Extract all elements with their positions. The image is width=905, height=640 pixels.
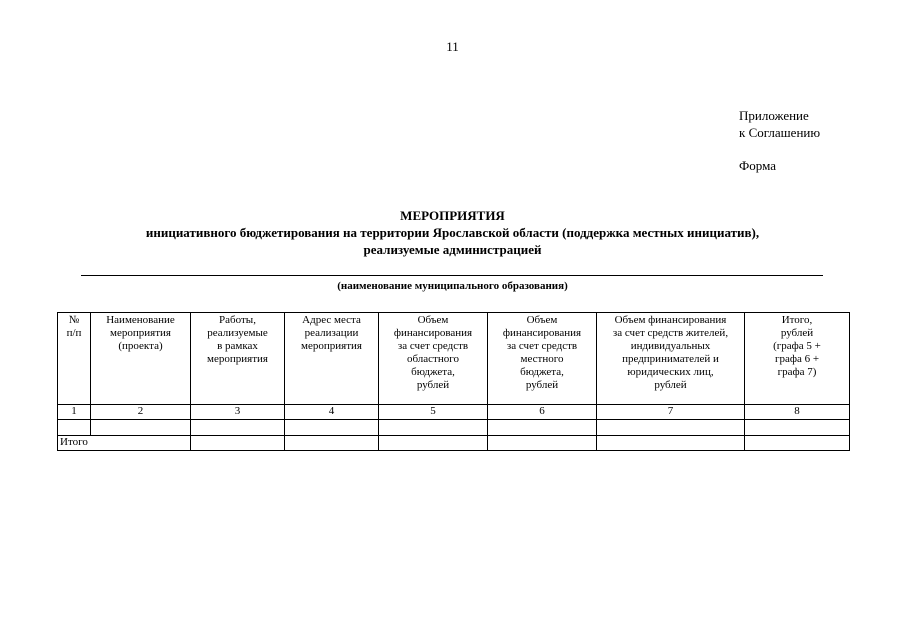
column-header-line: за счет средств жителей,	[612, 327, 729, 339]
municipality-underline	[81, 275, 823, 276]
column-header-line: (графа 5 +	[773, 340, 821, 352]
column-header-line: Объем	[526, 314, 558, 326]
table-cell	[379, 436, 488, 451]
column-header-line: мероприятия	[301, 340, 362, 352]
column-header	[191, 313, 285, 405]
column-header	[285, 313, 379, 405]
table-cell	[191, 420, 285, 436]
column-header	[597, 313, 745, 405]
column-header	[745, 313, 850, 405]
table-cell	[191, 436, 285, 451]
column-header-line: юридических лиц,	[627, 366, 714, 378]
column-header-line: бюджета,	[520, 366, 564, 378]
column-number: 1	[58, 405, 91, 420]
column-header-line: финансирования	[502, 327, 582, 339]
column-header-line: Наименование	[106, 314, 175, 326]
column-header-line: в рамках	[217, 340, 258, 352]
column-number: 5	[379, 405, 488, 420]
table-cell	[597, 420, 745, 436]
column-header	[91, 313, 191, 405]
column-number-row	[58, 405, 850, 420]
appendix-note	[739, 107, 820, 141]
column-header-line: реализации	[304, 327, 359, 339]
column-header-line: графа 7)	[777, 366, 817, 378]
column-header-line: индивидуальных	[630, 340, 711, 352]
column-header-line: финансирования	[393, 327, 473, 339]
column-header-line: (проекта)	[118, 340, 163, 352]
document-title	[0, 207, 905, 258]
table-cell	[379, 420, 488, 436]
column-header-line: бюджета,	[411, 366, 455, 378]
column-header-line: Объем финансирования	[614, 314, 727, 326]
column-header-line: Итого,	[781, 314, 813, 326]
table-cell	[488, 436, 597, 451]
column-number: 6	[488, 405, 597, 420]
column-header	[58, 313, 91, 405]
column-header-line: реализуемые	[207, 327, 268, 339]
municipality-caption: (наименование муниципального образования)	[337, 280, 568, 292]
column-header-line: графа 6 +	[774, 353, 820, 365]
column-number: 4	[285, 405, 379, 420]
column-header-line: Адрес места	[302, 314, 361, 326]
table-cell	[488, 420, 597, 436]
column-header	[379, 313, 488, 405]
table-cell	[285, 420, 379, 436]
column-header-line: мероприятия	[110, 327, 171, 339]
table-header-row	[58, 313, 850, 405]
column-header-line: областного	[406, 353, 459, 365]
appendix-line-2: к Соглашению	[739, 125, 821, 140]
total-row	[58, 436, 850, 451]
form-label: Форма	[739, 158, 776, 173]
column-header-line: мероприятия	[207, 353, 268, 365]
title-line-1: МЕРОПРИЯТИЯ	[400, 208, 505, 223]
column-header-line: п/п	[66, 327, 82, 339]
column-header-line: за счет средств	[506, 340, 578, 352]
column-number: 8	[745, 405, 850, 420]
table-cell	[58, 420, 91, 436]
total-label: Итого	[58, 436, 191, 451]
appendix-line-1: Приложение	[739, 108, 809, 123]
activities-table	[57, 312, 850, 451]
table-row	[58, 420, 850, 436]
column-number: 2	[91, 405, 191, 420]
column-number: 7	[597, 405, 745, 420]
column-header-line: местного	[520, 353, 564, 365]
column-header-line: №	[68, 314, 80, 326]
column-header-line: рублей	[525, 379, 559, 391]
table-cell	[91, 420, 191, 436]
column-header-line: Объем	[417, 314, 449, 326]
table-cell	[745, 420, 850, 436]
table-cell	[745, 436, 850, 451]
column-header-line: рублей	[416, 379, 450, 391]
column-header	[488, 313, 597, 405]
table-cell	[597, 436, 745, 451]
column-header-line: Работы,	[219, 314, 256, 326]
column-number: 3	[191, 405, 285, 420]
column-header-line: предпринимателей и	[622, 353, 719, 365]
column-header-line: рублей	[780, 327, 814, 339]
title-line-2: инициативного бюджетирования на территории Ярославской области (поддержка местных инициатив),	[145, 225, 760, 240]
column-header-line: за счет средств	[397, 340, 469, 352]
title-line-3: реализуемые администрацией	[363, 242, 542, 257]
table-cell	[285, 436, 379, 451]
column-header-line: рублей	[654, 379, 687, 391]
page-number: 11	[446, 39, 459, 54]
